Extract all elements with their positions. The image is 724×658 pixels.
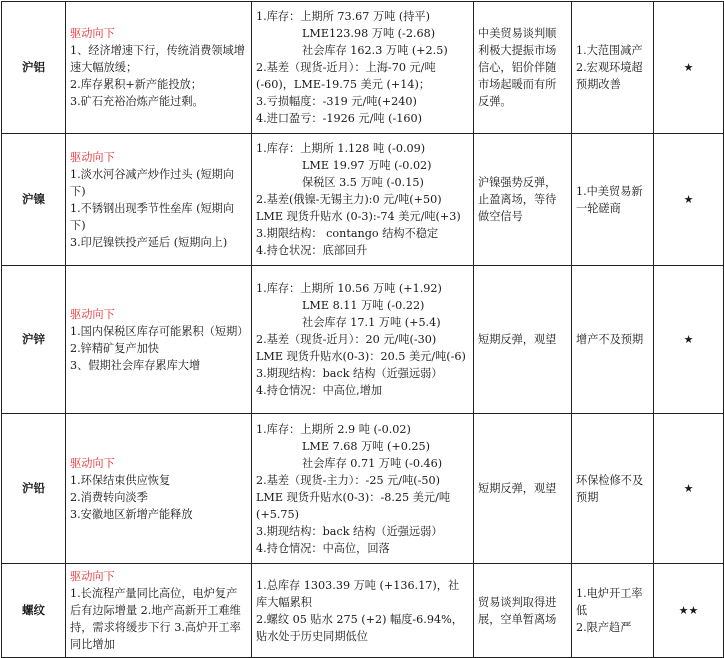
driver-title: 驱动向下 — [70, 570, 115, 583]
driver-item: 2.库存累积+新产能投放； — [70, 78, 202, 91]
table-row — [2, 564, 724, 658]
rating-stars: ★ — [654, 2, 724, 134]
risk-cell: 环保检修不及预期 — [572, 414, 654, 564]
table-row — [2, 414, 724, 564]
fundamental-item: 社会库存 0.71 万吨 (-0.46) — [302, 456, 443, 470]
fundamental-item: 4.持仓情况：中高位，回落 — [256, 541, 390, 555]
driver-item: 3、假期社会库存累库大增 — [70, 358, 201, 372]
fundamental-item: LME 现货升贴水(0-3)：20.5 美元/吨(-6) — [256, 350, 466, 363]
driver-cell — [66, 414, 252, 564]
driver-item: 3.印尼镍铁投产延后 (短期向上) — [70, 235, 228, 249]
fundamental-item: 4.进口盈亏：-1926 元/吨 (-160) — [256, 112, 422, 125]
risk-cell: 增产不及预期 — [572, 266, 654, 414]
driver-title: 驱动向下 — [70, 27, 115, 40]
risk-cell: 1.大范围减产 2.宏观环境超预期改善 — [572, 2, 654, 134]
fundamental-item: 4.持仓情况：中高位,增加 — [256, 384, 383, 397]
driver-item: 1、经济增速下行，传统消费领域增速大幅放缓； — [70, 44, 245, 74]
driver-item: 2.锌精矿复产加快 — [70, 341, 159, 355]
fundamentals-cell — [252, 266, 474, 414]
fundamental-item: 3.期现结构：back 结构（近强远弱） — [256, 367, 443, 380]
view-cell: 贸易谈判取得进展，空单暂离场 — [474, 564, 572, 658]
commodity-analysis-table — [1, 1, 724, 658]
driver-cell — [66, 266, 252, 414]
driver-item: 1.不锈钢出现季节性垒库 (短期向下) — [70, 201, 235, 232]
table-row — [2, 2, 724, 134]
fundamental-item: 保税区 3.5 万吨 (-0.15) — [302, 176, 424, 189]
rating-stars: ★★ — [654, 564, 724, 658]
driver-title: 驱动向下 — [70, 456, 115, 470]
fundamentals-cell — [252, 134, 474, 266]
view-cell: 短期反弹，观望 — [474, 414, 572, 564]
rating-stars: ★ — [654, 414, 724, 564]
fundamental-item: 2.基差（现货-主力）：-25 元/吨(-50) — [256, 473, 441, 487]
driver-title: 驱动向下 — [70, 150, 115, 164]
fundamental-item: LME123.98 万吨 (-2.68) — [302, 27, 436, 40]
risk-cell: 1.电炉开工率低 2.限产趋严 — [572, 564, 654, 658]
commodity-name: 螺纹 — [2, 564, 66, 658]
fundamental-item: 2.基差（现货-近月）：上海-70 元/吨(-60)，LME-19.75 美元 (+14)； — [256, 61, 436, 91]
fundamental-item: 1.库存：上期所 73.67 万吨 (持平) — [256, 10, 430, 23]
rating-stars: ★ — [654, 134, 724, 266]
commodity-name: 沪铝 — [2, 2, 66, 134]
fundamental-item: 3.亏损幅度：-319 元/吨(+240) — [256, 95, 417, 108]
fundamental-item: LME 19.97 万吨 (-0.02) — [302, 159, 432, 172]
fundamental-item: 1.总库存 1303.39 万吨 (+136.17)，社库大幅累积 — [256, 578, 460, 609]
commodity-name: 沪镍 — [2, 134, 66, 266]
driver-title: 驱动向下 — [70, 307, 115, 321]
fundamental-item: 4.持仓状况：底部回升 — [256, 244, 368, 257]
rating-stars: ★ — [654, 266, 724, 414]
driver-item: 1.环保结束供应恢复 — [70, 473, 171, 487]
view-cell: 中美贸易谈判顺利极大提振市场信心，铝价伴随市场起暖而有所反弹。 — [474, 2, 572, 134]
fundamentals-cell — [252, 564, 474, 658]
fundamental-item: 3.期限结构： contango 结构不稳定 — [256, 227, 439, 240]
view-cell: 沪镍强势反弹，止盈离场，等待做空信号 — [474, 134, 572, 266]
fundamentals-cell — [252, 414, 474, 564]
commodity-name: 沪铅 — [2, 414, 66, 564]
driver-item: 1.国内保税区库存可能累积（短期） — [70, 324, 249, 338]
driver-item: 1.淡水河谷减产炒作过头 (短期向下) — [70, 167, 235, 198]
fundamental-item: LME 8.11 万吨 (-0.22) — [302, 299, 425, 312]
driver-cell — [66, 564, 252, 658]
fundamental-item: 3.期现结构：back 结构（近强远弱） — [256, 524, 443, 538]
commodity-name: 沪锌 — [2, 266, 66, 414]
driver-item: 3.矿石充裕冶炼产能过剩。 — [70, 95, 204, 108]
fundamental-item: 2.基差（现货-近月）：20 元/吨(-30) — [256, 333, 437, 346]
view-cell: 短期反弹，观望 — [474, 266, 572, 414]
table-row — [2, 134, 724, 266]
fundamental-item: LME 7.68 万吨 (+0.25) — [302, 439, 431, 453]
fundamental-item: 2.螺纹 05 贴水 275 (+2) 幅度-6.94%，贴水处于历史同期低位 — [256, 612, 463, 643]
fundamental-item: 2.基差(俄镍-无锡主力):0 元/吨(+50) — [256, 193, 442, 206]
fundamental-item: 社会库存 162.3 万吨 (+2.5) — [302, 44, 448, 57]
driver-cell — [66, 2, 252, 134]
fundamental-item: 社会库存 17.1 万吨 (+5.4) — [302, 316, 441, 329]
fundamental-item: LME 现货升贴水(0-3)：-8.25 美元/吨(+5.75) — [256, 490, 451, 521]
fundamental-item: 1.库存：上期所 1.128 吨 (-0.09) — [256, 142, 426, 155]
driver-cell — [66, 134, 252, 266]
driver-item: 2.消费转向淡季 — [70, 490, 148, 504]
driver-item: 3.安徽地区新增产能释放 — [70, 507, 193, 521]
fundamentals-cell — [252, 2, 474, 134]
fundamental-item: 1.库存：上期所 2.9 吨 (-0.02) — [256, 422, 411, 436]
driver-item: 1.长流程产量同比高位，电炉复产后有边际增量 2.地产高新开工难维持，需求将缓步下行 3.高炉开工率同比增加 — [70, 587, 241, 651]
risk-cell: 1.中美贸易新一轮磋商 — [572, 134, 654, 266]
fundamental-item: 1.库存：上期所 10.56 万吨 (+1.92) — [256, 282, 442, 295]
fundamental-item: LME 现货升贴水 (0-3):-74 美元/吨(+3) — [256, 210, 461, 223]
table-row — [2, 266, 724, 414]
